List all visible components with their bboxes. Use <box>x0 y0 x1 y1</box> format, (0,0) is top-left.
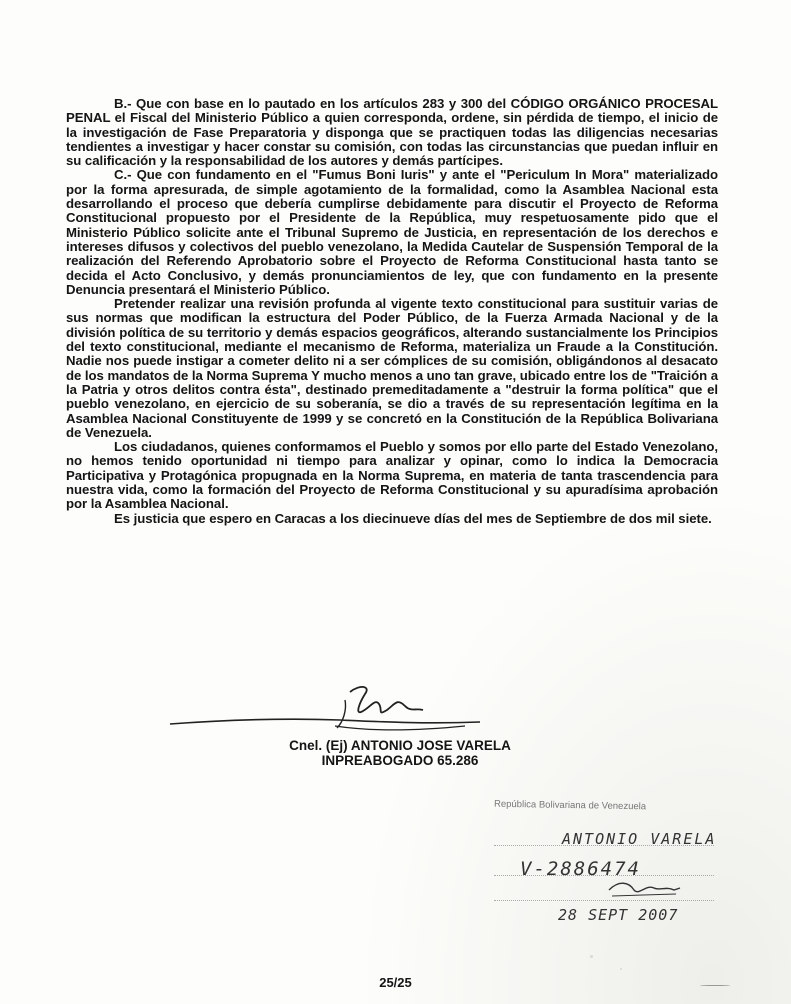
paragraph-c: C.- Que con fundamento en el "Fumus Boni Iuris" y ante el "Periculum In Mora" materializado por la forma apresurada, de simple agotamiento de la formalidad, como la Asamblea Nacional esta desarrollando el proceso que debería cumplirse debidamente para discutir el Proyecto de Reforma Constitucional propuesto por el Presidente de la República, muy respetuosamente pido que el Ministerio Público solicite ante el Tribunal Supremo de Justicia, en representación de los derechos e intereses difusos y colectivos del pueblo venezolano, la Medida Cautelar de Suspensión Temporal de la realización del Referendo Aprobatorio sobre el Proyecto de Reforma Constitucional hasta tanto se decida el Acto Conclusivo, y demás pronunciamientos de ley, que con fundamento en la presente Denuncia presentará el Ministerio Público. <box>66 167 718 297</box>
page-number: 25/25 <box>379 975 412 990</box>
paragraph-citizens: Los ciudadanos, quienes conformamos el Pueblo y somos por ello parte del Estado Venezolano, no hemos tenido oportunidad ni tiempo para analizar y opinar, como lo indica la Democracia Participativa y Protagónica propugnada en la Norma Suprema, en materia de tanta trascendencia para nuestra vida, como la formación del Proyecto de Reforma Constitucional y su apuradísima aprobación por la Asamblea Nacional. <box>66 439 718 512</box>
signer-name: Cnel. (Ej) ANTONIO JOSE VARELA <box>289 738 511 753</box>
signer-block <box>200 738 600 768</box>
stamp-header: República Bolivariana de Venezuela <box>493 798 647 813</box>
paragraph-fraud: Pretender realizar una revisión profunda al vigente texto constitucional para sustituir varias de sus normas que modifican la estructura del Poder Público, de la Fuerza Armada Nacional y de la división política de su territorio y demás espacios geográficos, alterando sustancialmente los Principios del texto constitucional, mediante el mecanismo de Reforma, materializa un Fraude a la Constitución. Nadie nos puede instigar a cometer delito ni a ser cómplices de su comisión, obligándonos al desacato de los mandatos de la Norma Suprema Y mucho menos a uno tan grave, ubicado entre los de "Traición a la Patria y otros delitos contra ésta", destinado premeditadamente a "destruir la forma política" que el pueblo venezolano, en ejercicio de su soberanía, se dio a través de su representación legítima en la Asamblea Nacional Constituyente de 1999 y se concretó en la Constitución de la República Bolivariana de Venezuela. <box>66 296 718 440</box>
stamp-initials <box>604 876 684 900</box>
signer-registry: INPREABOGADO 65.286 <box>321 753 479 768</box>
paragraph-b: B.- Que con base en lo pautado en los artículos 283 y 300 del CÓDIGO ORGÁNICO PROCESAL PENAL el Fiscal del Ministerio Público a quien corresponda, ordene, sin pérdida de tiempo, el inicio de la investigación de Fase Preparatoria y disponga que se practiquen todas las diligencias necesarias tendientes a investigar y hacer constar su comisión, con todas las circunstancias que puedan influir en su calificación y la responsabilidad de los autores y demás partícipes. <box>66 96 718 169</box>
stamp-id: V-2886474 <box>520 858 641 880</box>
paragraph-closing: Es justicia que espero en Caracas a los diecinueve días del mes de Septiembre de dos mil siete. <box>114 510 712 526</box>
notary-stamp <box>484 800 734 940</box>
document-body <box>66 97 718 526</box>
stamp-date: 28 SEPT 2007 <box>558 906 679 924</box>
stamp-name: ANTONIO VARELA <box>562 830 717 848</box>
